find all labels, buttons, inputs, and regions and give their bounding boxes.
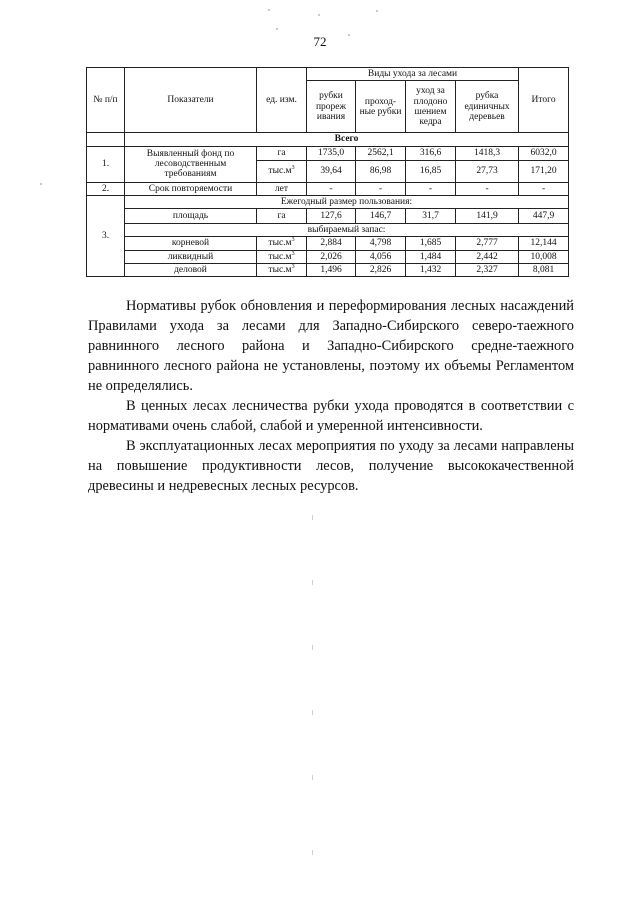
- cell-unit: га: [257, 146, 307, 160]
- cell-value: 2,826: [356, 263, 406, 276]
- unit-superscript: 3: [291, 263, 295, 270]
- header-unit: ед. изм.: [257, 68, 307, 133]
- header-care-types: Виды ухода за лесами: [307, 68, 519, 81]
- cell-total: -: [519, 182, 569, 195]
- paragraph: В ценных лесах лесничества рубки ухода проводятся в соответствии с нормативами очень слабой, слабой и умеренной интенсивности.: [88, 398, 574, 434]
- row-num: 2.: [87, 182, 125, 195]
- unit-text: тыс.м: [268, 251, 292, 262]
- scan-mark: [312, 775, 313, 780]
- cell-value: 1,432: [406, 263, 456, 276]
- unit-superscript: 3: [291, 250, 295, 257]
- scan-speck: [376, 10, 378, 12]
- scan-speck: [348, 34, 350, 36]
- row-label: Выявленный фонд по лесоводственным требованиям: [125, 146, 257, 182]
- cell-value: 27,73: [456, 160, 519, 182]
- cell-total: 171,20: [519, 160, 569, 182]
- cell-value: -: [456, 182, 519, 195]
- cell-value: 4,056: [356, 250, 406, 263]
- cell-value: 2,777: [456, 237, 519, 250]
- unit-text: тыс.м: [268, 264, 292, 275]
- row-label: Срок повторяемости: [125, 182, 257, 195]
- row-num: 1.: [87, 146, 125, 182]
- header-num: № п/п: [87, 68, 125, 133]
- unit-text: тыс.м: [268, 238, 292, 249]
- unit-superscript: 3: [291, 237, 295, 244]
- scan-speck: [276, 28, 278, 30]
- cell-total: 12,144: [519, 237, 569, 250]
- cell-total: 8,081: [519, 263, 569, 276]
- cell-value: 2562,1: [356, 146, 406, 160]
- cell-value: 2,327: [456, 263, 519, 276]
- cell-total: 10,008: [519, 250, 569, 263]
- row-sublabel: площадь: [125, 209, 257, 224]
- cell-value: 86,98: [356, 160, 406, 182]
- cell-value: 1418,3: [456, 146, 519, 160]
- cell-value: -: [356, 182, 406, 195]
- scan-speck: [318, 14, 320, 16]
- section-total: Всего: [125, 133, 569, 146]
- cell-value: 127,6: [307, 209, 356, 224]
- cell-value: 1,484: [406, 250, 456, 263]
- cell-value: -: [406, 182, 456, 195]
- cell-value: 39,64: [307, 160, 356, 182]
- cell-unit: [257, 250, 307, 263]
- scan-speck: [268, 9, 270, 11]
- cell-value: 141,9: [456, 209, 519, 224]
- cell-value: 16,85: [406, 160, 456, 182]
- scan-mark: [312, 850, 313, 855]
- cell-value: 1735,0: [307, 146, 356, 160]
- header-thinning: рубки прореж ивания: [307, 81, 356, 133]
- unit-superscript: 3: [291, 164, 295, 171]
- forest-care-table: [86, 67, 569, 277]
- cell-value: -: [307, 182, 356, 195]
- cell-value: 4,798: [356, 237, 406, 250]
- cell-value: 1,685: [406, 237, 456, 250]
- cell-value: 316,6: [406, 146, 456, 160]
- cell-unit: [257, 160, 307, 182]
- cell-unit: [257, 263, 307, 276]
- paragraph: В эксплуатационных лесах мероприятия по уходу за лесами направлены на повышение продуктивности лесов, получение высококачественной древесины и недревесных лесных ресурсов.: [88, 438, 574, 494]
- scan-speck: [40, 183, 42, 185]
- cell-unit: [257, 237, 307, 250]
- scan-mark: [312, 645, 313, 650]
- row-sublabel: ликвидный: [125, 250, 257, 263]
- scan-mark: [312, 580, 313, 585]
- header-cedar-care: уход за плодоно шением кедра: [406, 81, 456, 133]
- row-sublabel: корневой: [125, 237, 257, 250]
- header-indicators: Показатели: [125, 68, 257, 133]
- cell-unit: га: [257, 209, 307, 224]
- cell-value: 2,884: [307, 237, 356, 250]
- unit-text: тыс.м: [268, 165, 292, 176]
- row-label: Ежегодный размер пользования:: [125, 195, 569, 208]
- cell-value: 1,496: [307, 263, 356, 276]
- cell-value: 146,7: [356, 209, 406, 224]
- body-text: [88, 296, 574, 496]
- paragraph: Нормативы рубок обновления и переформирования лесных насаждений Правилами ухода за лесами для Западно-Сибирского северо-таежного равнинного лесного района и Западно-Сибирского средне-таежного равнинного лесного района не установлены, поэтому их объемы Регламентом не определялись.: [88, 298, 574, 394]
- cell-total: 447,9: [519, 209, 569, 224]
- scan-mark: [312, 710, 313, 715]
- cell-total: 6032,0: [519, 146, 569, 160]
- row-sublabel: выбираемый запас:: [125, 224, 569, 237]
- scan-mark: [312, 515, 313, 520]
- cell-value: 2,442: [456, 250, 519, 263]
- cell-value: 2,026: [307, 250, 356, 263]
- cell-value: 31,7: [406, 209, 456, 224]
- page-number: 72: [313, 34, 327, 49]
- header-pass-cuts: проход-ные рубки: [356, 81, 406, 133]
- header-single-trees: рубка единичных деревьев: [456, 81, 519, 133]
- header-total: Итого: [519, 68, 569, 133]
- cell-unit: лет: [257, 182, 307, 195]
- row-num: 3.: [87, 195, 125, 276]
- row-sublabel: деловой: [125, 263, 257, 276]
